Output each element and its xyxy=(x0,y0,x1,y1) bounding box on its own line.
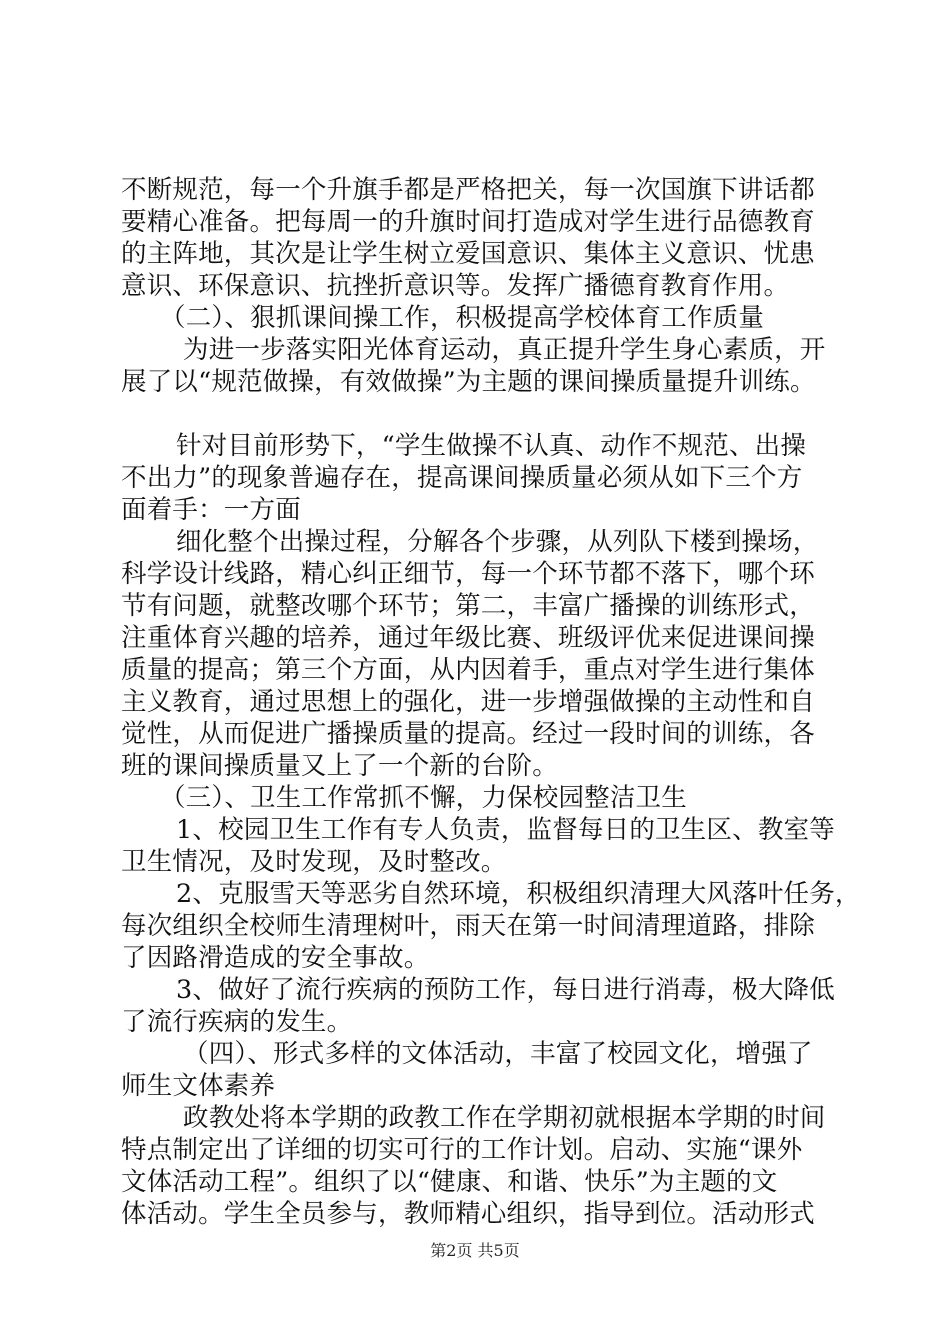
body-line: 觉性，从而促进广播操质量的提高。经过一段时间的训练，各 xyxy=(121,719,815,749)
body-line: 为进一步落实阳光体育运动，真正提升学生身心素质，开 xyxy=(183,335,826,365)
body-line: 质量的提高；第三个方面，从内因着手，重点对学生进行集体 xyxy=(121,655,815,685)
body-line: 每次组织全校师生清理树叶，雨天在第一时间清理道路，排除 xyxy=(121,911,815,941)
body-line: 细化整个出操过程，分解各个步骤，从列队下楼到操场， xyxy=(176,527,819,557)
body-line: 要精心准备。把每周一的升旗时间打造成对学生进行品德教育 xyxy=(121,207,815,237)
section-heading: （三）、卫生工作常抓不懈，力保校园整洁卫生 xyxy=(160,783,687,813)
page-number: 第2页 共5页 xyxy=(430,1241,520,1260)
body-line: 面着手：一方面 xyxy=(121,495,301,525)
body-line: 展了以“规范做操，有效做操”为主题的课间操质量提升训练。 xyxy=(121,367,816,397)
body-line: 体活动。学生全员参与，教师精心组织，指导到位。活动形式 xyxy=(121,1199,815,1229)
body-line: 节有问题，就整改哪个环节；第二，丰富广播操的训练形式， xyxy=(121,591,815,621)
body-line: 1、校园卫生工作有专人负责，监督每日的卫生区、教室等 xyxy=(176,815,835,845)
body-line: 政教处将本学期的政教工作在学期初就根据本学期的时间 xyxy=(183,1103,826,1133)
section-heading: （二）、狠抓课间操工作，积极提高学校体育工作质量 xyxy=(160,303,765,333)
body-line: 了因路滑造成的安全事故。 xyxy=(121,943,430,973)
body-line: 3、做好了流行疾病的预防工作，每日进行消毒，极大降低 xyxy=(176,975,835,1005)
body-line: 卫生情况，及时发现，及时整改。 xyxy=(121,847,507,877)
body-line: 班的课间操质量又上了一个新的台阶。 xyxy=(121,751,558,781)
section-heading: 师生文体素养 xyxy=(121,1071,276,1101)
body-line: 注重体育兴趣的培养，通过年级比赛、班级评优来促进课间操 xyxy=(121,623,815,653)
section-heading: （四）、形式多样的文体活动，丰富了校园文化，增强了 xyxy=(183,1039,813,1069)
body-line: 了流行疾病的发生。 xyxy=(121,1007,353,1037)
body-line: 的主阵地，其次是让学生树立爱国意识、集体主义意识、忧患 xyxy=(121,239,815,269)
body-line: 不出力”的现象普遍存在，提高课间操质量必须从如下三个方 xyxy=(121,463,803,493)
body-line: 科学设计线路，精心纠正细节，每一个环节都不落下，哪个环 xyxy=(121,559,815,589)
body-line: 针对目前形势下，“学生做操不认真、动作不规范、出操 xyxy=(176,431,807,461)
body-line: 不断规范，每一个升旗手都是严格把关，每一次国旗下讲话都 xyxy=(121,175,815,205)
body-line: 意识、环保意识、抗挫折意识等。发挥广播德育教育作用。 xyxy=(121,271,790,301)
body-line: 2、克服雪天等恶劣自然环境，积极组织清理大风落叶任务， xyxy=(176,879,861,909)
body-line: 特点制定出了详细的切实可行的工作计划。启动、实施“课外 xyxy=(121,1135,803,1165)
body-line: 文体活动工程”。组织了以“健康、和谐、快乐”为主题的文 xyxy=(121,1167,778,1197)
body-line: 主义教育，通过思想上的强化，进一步增强做操的主动性和自 xyxy=(121,687,815,717)
